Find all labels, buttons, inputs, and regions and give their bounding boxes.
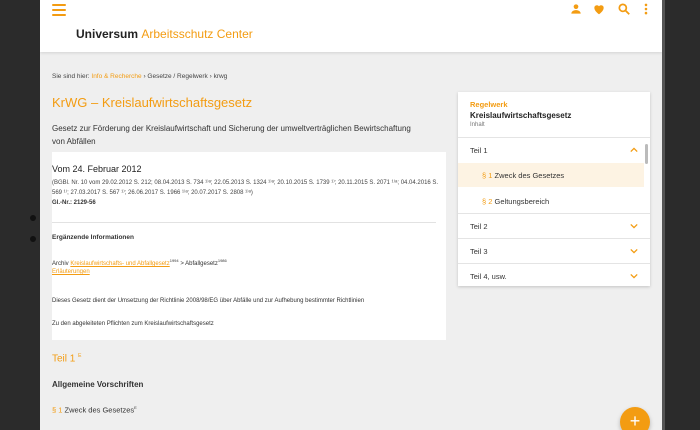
paragraph-marker: E <box>134 405 137 410</box>
section-heading-marker: E <box>78 353 82 359</box>
breadcrumb <box>52 73 227 80</box>
brand-logo[interactable] <box>76 27 253 41</box>
explanations-link[interactable]: Erläuterungen <box>52 269 90 275</box>
archive-prefix: Archiv <box>52 261 69 267</box>
breadcrumb-prefix: Sie sind hier: <box>52 73 90 80</box>
heart-icon[interactable] <box>592 2 606 16</box>
paragraph-number: § 1 <box>52 405 63 415</box>
section-heading-label: Teil 1 <box>52 353 76 365</box>
breadcrumb-separator: › <box>209 73 212 80</box>
app-screen <box>40 0 662 430</box>
toc-scrollbar[interactable] <box>645 144 648 164</box>
toc-item-teil-4[interactable] <box>458 264 650 288</box>
archive-link-year: 1994 <box>169 258 179 263</box>
search-icon[interactable] <box>617 2 631 16</box>
archive-link[interactable]: Kreislaufwirtschafts- und Abfallgesetz <box>70 261 170 267</box>
paragraph-title: Zweck des Gesetzes <box>64 405 135 415</box>
bgbl-references: (BGBl. Nr. 10 vom 29.02.2012 S. 212; 08.04.2013 S. 734 ¹⁾ᵃ; 22.05.2013 S. 1324 ¹⁾ᵃ; 20.10.2015 S. 1739 ¹⁾; 20.11.2015 S. 2071 ¹⁾ᵃ; 04.04.2016 S. 569 ¹⁾; 27.03.2017 S. 567 ¹⁾; 26.06.2017 S. 1966 ¹⁾ᵃ; 20.07.2017 S. 2808 ¹⁾ᵃ) <box>52 180 439 196</box>
breadcrumb-link-info[interactable]: Info & Recherche <box>91 73 142 80</box>
toc-law-name: Kreislaufwirtschaftsgesetz <box>470 111 572 120</box>
page-title: KrWG – Kreislaufwirtschaftsgesetz <box>52 95 253 110</box>
section-heading-teil-1 <box>52 353 81 364</box>
toc-panel <box>458 92 650 286</box>
toc-item-label: § 1 Zweck des Gesetzes <box>482 171 565 180</box>
brand-accent: Arbeitsschutz Center <box>141 27 253 41</box>
toc-item-label: Teil 3 <box>470 247 488 256</box>
archive-line <box>52 258 227 267</box>
breadcrumb-separator: › <box>143 73 146 80</box>
toc-header <box>470 100 571 128</box>
chevron-down-icon <box>630 272 638 280</box>
breadcrumb-item-gesetze[interactable]: Gesetze / Regelwerk <box>147 73 208 80</box>
derived-obligations-text: Zu den abgeleiteten Pflichten zum Kreislaufwirtschaftsgesetz <box>52 321 214 327</box>
archive-suffix-year: 1986 <box>217 258 227 263</box>
menu-icon[interactable] <box>52 4 66 16</box>
device-bezel-right <box>662 0 700 430</box>
archive-suffix: > Abfallgesetz <box>180 261 218 267</box>
toc-item-label: Teil 4, usw. <box>470 272 507 281</box>
chevron-down-icon <box>630 247 638 255</box>
divider <box>52 222 436 223</box>
law-description: Dieses Gesetz dient der Umsetzung der Richtlinie 2008/98/EG über Abfälle und zur Aufhebung bestimmter Richtlinien <box>52 298 365 304</box>
gl-number: Gl.-Nr.: 2129-56 <box>52 200 96 206</box>
supplementary-info-heading: Ergänzende Informationen <box>52 234 134 241</box>
chevron-down-icon <box>630 222 638 230</box>
page-subtitle: Gesetz zur Förderung der Kreislaufwirtschaft und Sicherung der umweltverträglichen Bewirtschaftung von Abfällen <box>52 124 411 146</box>
toc-item-teil-1[interactable] <box>458 138 650 162</box>
toc-item-label: Teil 2 <box>470 222 488 231</box>
toc-category: Regelwerk <box>470 100 508 109</box>
toc-item-para-2[interactable] <box>458 189 644 213</box>
document-info-card <box>52 152 446 340</box>
document-date: Vom 24. Februar 2012 <box>52 164 142 174</box>
chevron-up-icon <box>630 146 638 154</box>
toc-item-label: Teil 1 <box>470 146 488 155</box>
device-edge <box>662 0 665 430</box>
add-fab-button[interactable]: + <box>620 407 650 430</box>
top-app-bar <box>40 0 662 52</box>
toc-item-para-1[interactable] <box>458 163 644 187</box>
main-content <box>40 52 662 430</box>
section-subtitle: Allgemeine Vorschriften <box>52 380 144 389</box>
device-bezel-left <box>0 0 40 430</box>
breadcrumb-item-current: krwg <box>213 73 228 80</box>
toc-item-teil-2[interactable] <box>458 214 650 238</box>
toc-item-label: § 2 Geltungsbereich <box>482 197 550 206</box>
user-icon[interactable] <box>569 2 583 16</box>
toc-contents-label: Inhalt <box>470 122 485 128</box>
paragraph-heading <box>52 405 137 415</box>
device-sensor <box>30 215 36 221</box>
brand-main: Universum <box>76 27 139 41</box>
toc-item-teil-3[interactable] <box>458 239 650 263</box>
more-vert-icon[interactable] <box>639 2 653 16</box>
device-sensor <box>30 236 36 242</box>
